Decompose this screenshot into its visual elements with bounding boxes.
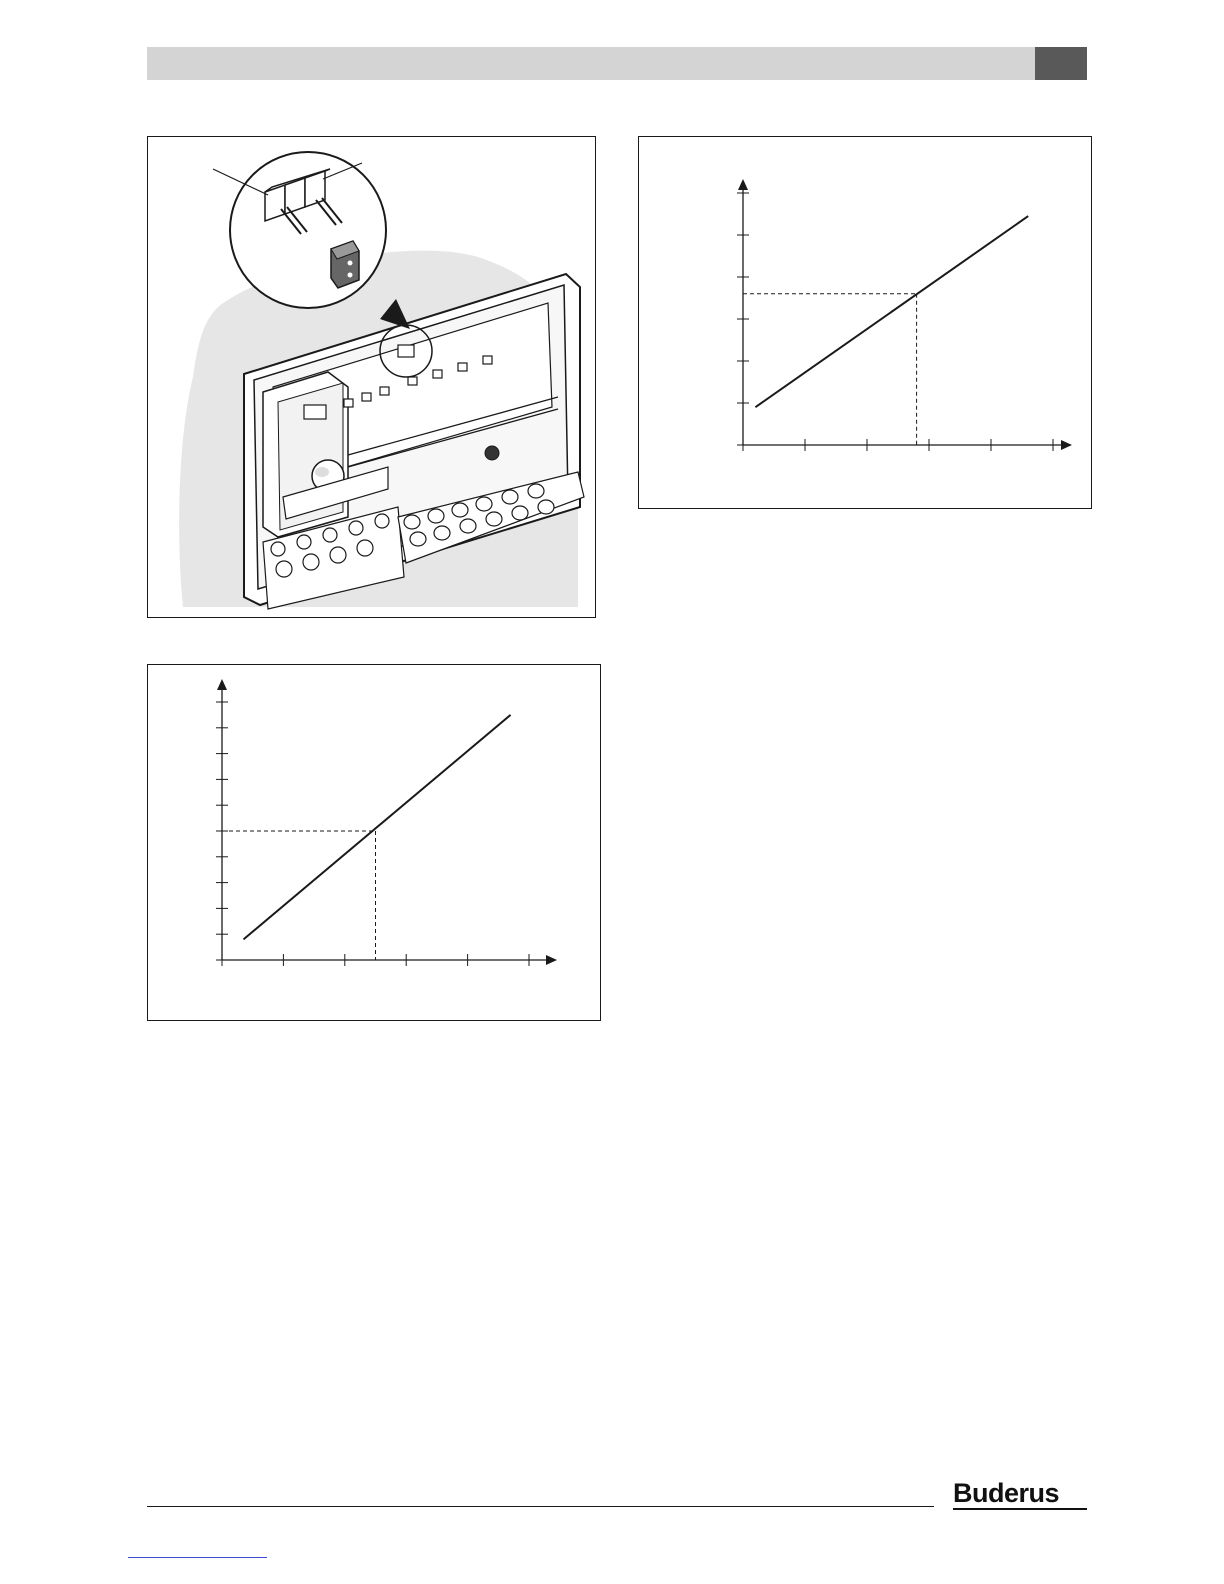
header-bar bbox=[147, 47, 1087, 80]
linear-graph-1 bbox=[639, 137, 1093, 510]
y-axis-arrow-icon bbox=[217, 679, 227, 690]
header-page-tab bbox=[1035, 47, 1087, 80]
figure-device-illustration bbox=[147, 136, 596, 618]
figure-graph-1 bbox=[638, 136, 1092, 509]
x-axis-arrow-icon bbox=[1061, 440, 1072, 450]
footer-link-underline[interactable] bbox=[128, 1557, 267, 1558]
series-line bbox=[755, 216, 1028, 407]
x-axis-arrow-icon bbox=[546, 955, 557, 965]
control-module-jumper-illustration-icon bbox=[148, 137, 597, 619]
y-axis-arrow-icon bbox=[738, 179, 748, 190]
buderus-logo: Buderus bbox=[953, 1478, 1087, 1510]
footer-rule bbox=[147, 1506, 934, 1507]
linear-graph-2 bbox=[148, 665, 602, 1022]
series-line bbox=[243, 715, 510, 939]
figure-graph-2 bbox=[147, 664, 601, 1021]
